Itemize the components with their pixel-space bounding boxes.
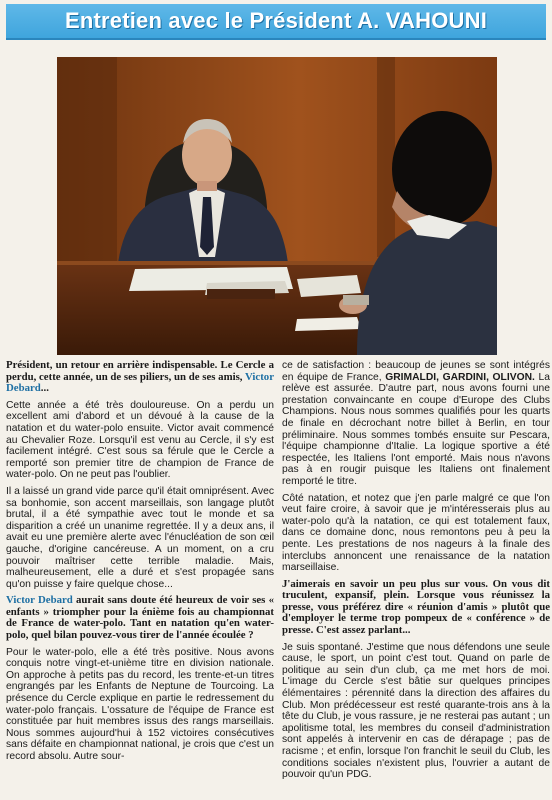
answer-1: Cette année a été très douloureuse. On a perdu un excellent ami d'abord et un dévoué à la cause de la natation et du water-polo ensuite. Victor avait commencé au Chevalier Roze. Lorsqu'il est venu au Cercle, il s'y est facilement intégré. C'est sous sa férule que le Cercle a remporté son premier titre de champion de France de water-polo. On ne peut pas l'oublier. <box>6 399 274 481</box>
page-title: Entretien avec le Président A. VAHOUNI <box>64 8 488 33</box>
question-1-text: Président, un retour en arrière indispensable. Le Cercle a perdu, cette année, un de ses piliers, un de ses amis, <box>6 359 274 383</box>
answer-spontane: Je suis spontané. J'estime que nous défendons une seule cause, le sport, un point c'est tout. Quand on parle de politique au sein d'un club, ça me met hors de moi. L'image du Cercle s'est bâtie sur quelques principes élémentaires : pérennité dans la direction des affaires du Club. Mon prédécesseur est resté quarante-trois ans à la tête du Club, je vous rassure, je ne resterai pas autant ; un apolitisme total, les membres du conseil d'administration sont appelés à intervenir en cas de dérapage ; pas de racisme ; et enfin, lorsque l'on franchit le seuil du Club, les conditions sociales n'existent plus, l'ouvrier a autant de pouvoir qu'un PDG. <box>282 641 550 781</box>
victor-debard-name: Victor Debard <box>6 370 274 395</box>
victor-debard-name-2: Victor Debard <box>6 594 73 607</box>
article-column-left <box>6 360 274 763</box>
interview-photo-image <box>57 57 497 355</box>
player-names: GRIMALDI, GARDINI, OLIVON. <box>385 371 535 383</box>
question-1-ellipsis: ... <box>40 382 49 395</box>
interview-photo <box>57 57 497 355</box>
answer-continued <box>282 360 550 488</box>
answer-2: Il a laissé un grand vide parce qu'il était omniprésent. Avec sa bonhomie, son accent marseillais, son langage plutôt brutal, il a été sympathie avec tout le monde et sa disparition a créé un unanime regrettée. Il y a deux ans, il avait eu une première alerte avec l'énucléation de son œil gauche, d'origine cancéreuse. A un moment, on a cru pouvoir maîtriser cette terrible maladie. Mais, malheureusement, elle a duré et s'est propagée sans qu'on puisse y faire quelque chose... <box>6 485 274 590</box>
question-1 <box>6 360 274 395</box>
question-3: J'aimerais en savoir un peu plus sur vous. On vous dit truculent, expansif, plein. Lorsque vous réunissez la presse, vous préférez dire « réunion d'amis » plutôt que d'employer le terme trop pompeux de « conférence » de presse. C'est assez parlant... <box>282 577 550 637</box>
question-2-text: aurait sans doute été heureux de voir ses « enfants » triompher pour la énième fois au championnat de France de water-polo. Tant en natation qu'en water-polo, quel bilan pouvez-vous tirer de l'année écoulée ? <box>6 594 274 642</box>
answer-natation: Côté natation, et notez que j'en parle malgré ce que l'on veut faire croire, à savoir que je m'intéresserais plus au water-polo qu'à la natation, ce qui est totalement faux, dans ce domaine donc, nous remontons peu à peu la pente. Les prestations de nos nageurs à la finale des interclubs annoncent une renaissance de la natation marseillaise. <box>282 492 550 574</box>
question-2 <box>6 595 274 641</box>
answer-3: Pour le water-polo, elle a été très positive. Nous avons conquis notre vingt-et-unième titre en division nationale. On approche à petits pas du record, les trente-et-un titres engrangés par les Enfants de Neptune de Tourcoing. La présence du Cercle explique en partie le redressement du water-polo français. L'ossature de l'équipe de France est constituée par huit membres issus des rangs marseillais. Nous sommes aujourd'hui à 152 victoires consécutives sans défaite en championnat national, je crois que c'est un record absolu. Autre sour- <box>6 646 274 762</box>
title-banner <box>6 4 546 40</box>
answer-continued-post: La relève est assurée. D'autre part, nous avons fourni une prestation convaincante en coupe d'Europe des Clubs Champions. Nous nous sommes qualifiés pour les quarts de finale en décrochant notre billet à Berlin, en tour préliminaire. Nous sommes tombés ensuite sur Pescara, l'équipe championne d'Italie. La logique sportive a été respectée, les Italiens l'ont emporté. Mais nous n'avons pas à en rougir puisque les Italiens ont finalement remporté le titre. <box>282 371 550 487</box>
article-column-right <box>282 360 550 781</box>
answer-continued-pre: ce de satisfaction : beaucoup de jeunes se sont intégrés en équipe de France, <box>282 360 550 383</box>
